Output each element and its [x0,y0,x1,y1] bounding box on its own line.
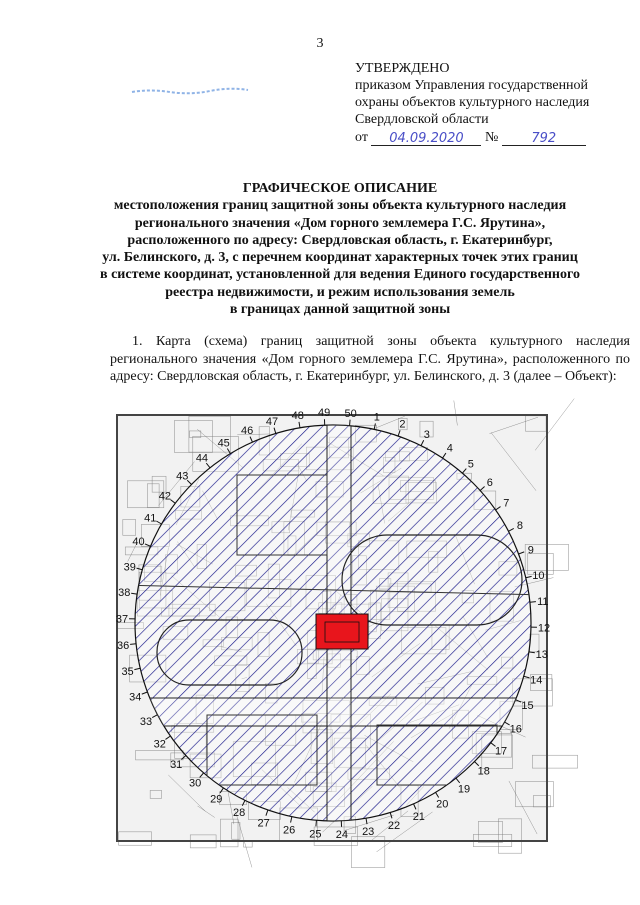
approval-block [355,60,625,147]
map-svg [115,407,551,841]
boundary-point-label: 2 [399,418,406,431]
boundary-point-label: 10 [532,569,545,582]
number-handwritten: 792 [531,131,557,146]
boundary-point-label: 9 [527,544,534,557]
title-line-1: ГРАФИЧЕСКОЕ ОПИСАНИЕ [242,181,438,196]
boundary-point-label: 41 [144,512,157,525]
page-number: 3 [316,36,324,51]
boundary-point-mark [316,820,317,826]
boundary-point-label: 45 [217,437,230,450]
boundary-point-label: 47 [265,416,279,429]
title-line-4: расположенного по адресу: Свердловская область, г. Екатеринбург, [127,232,553,248]
boundary-point-label: 36 [117,640,130,653]
boundary-point-label: 3 [423,429,430,442]
boundary-point-label: 25 [309,828,322,841]
boundary-point-label: 18 [477,765,490,778]
intro-text: 1. Карта (схема) границ защитной зоны объекта культурного наследия регионального значения «Дом горного землемера Г.С. Ярутина», расположенного по адресу: Свердловская область, г. Екатеринбург, ул. Белинского, д. 3 (далее – Объект): [110,334,630,385]
boundary-point-label: 43 [176,470,189,483]
boundary-point-label: 20 [436,798,449,811]
boundary-point-label: 1 [373,411,380,424]
boundary-point-label: 12 [537,622,551,635]
boundary-point-label: 21 [412,810,425,823]
boundary-point-mark [530,602,536,603]
title-line-5: ул. Белинского, д. 3, с перечнем координат характерных точек этих границ [102,250,578,266]
number-prefix: № [484,130,499,145]
boundary-point-label: 8 [516,520,524,533]
approval-date-row [355,129,625,147]
boundary-point-label: 28 [233,806,246,819]
boundary-point-label: 42 [158,490,172,503]
boundary-point-label: 37 [115,613,129,626]
intro-paragraph [110,333,630,386]
date-handwritten: 04.09.2020 [389,131,464,146]
boundary-point-label: 46 [241,425,254,438]
approval-line-1: приказом Управления государственной [355,78,589,93]
boundary-point-label: 5 [467,458,474,471]
date-prefix: от [355,130,368,145]
boundary-point-label: 31 [170,759,183,772]
title-line-8: в границах данной защитной зоны [229,302,451,318]
boundary-point-label: 40 [132,536,145,549]
boundary-point-mark [130,644,136,645]
boundary-point-label: 38 [118,587,131,600]
approval-title: УТВЕРЖДЕНО [355,61,450,76]
boundary-point-label: 34 [129,691,142,704]
boundary-point-label: 22 [387,819,401,832]
heritage-object [316,614,368,649]
boundary-point-label: 17 [494,745,508,758]
boundary-point-label: 29 [210,793,223,806]
boundary-point-label: 23 [362,826,375,839]
protection-zone-map [115,407,551,841]
boundary-point-label: 24 [335,828,348,841]
title-line-3: регионального значения «Дом горного землемера Г.С. Ярутина», [134,215,546,231]
number-field [502,130,586,146]
title-line-7: реестра недвижимости, и режим использования земель [165,284,515,300]
boundary-point-label: 48 [291,409,304,422]
boundary-point-label: 35 [121,666,134,679]
boundary-point-label: 26 [283,824,296,837]
approval-line-2: охраны объектов культурного наследия [355,95,590,110]
boundary-point-label: 32 [153,738,166,751]
boundary-point-label: 44 [195,452,209,465]
boundary-point-label: 33 [139,715,153,728]
boundary-point-label: 30 [189,777,202,790]
boundary-point-label: 19 [457,783,471,796]
boundary-point-label: 15 [521,699,534,712]
boundary-point-mark [350,420,351,426]
boundary-point-label: 11 [537,595,549,608]
boundary-point-label: 49 [318,407,331,420]
title-line-2: местоположения границ защитной зоны объекта культурного наследия [113,198,567,214]
boundary-point-label: 50 [344,407,357,420]
boundary-point-label: 16 [509,723,522,736]
title-line-6: в системе координат, установленной для ведения Единого государственного [100,267,580,283]
boundary-point-label: 7 [503,497,510,510]
blue-ink-mark [130,86,250,96]
boundary-point-label: 14 [530,674,543,687]
boundary-point-label: 6 [486,476,493,489]
date-field [371,130,481,146]
boundary-point-label: 4 [446,442,453,455]
document-title [60,180,620,318]
boundary-point-label: 13 [535,648,548,661]
boundary-point-label: 27 [257,817,270,830]
boundary-point-label: 39 [123,561,136,574]
approval-line-3: Свердловской области [355,112,489,127]
